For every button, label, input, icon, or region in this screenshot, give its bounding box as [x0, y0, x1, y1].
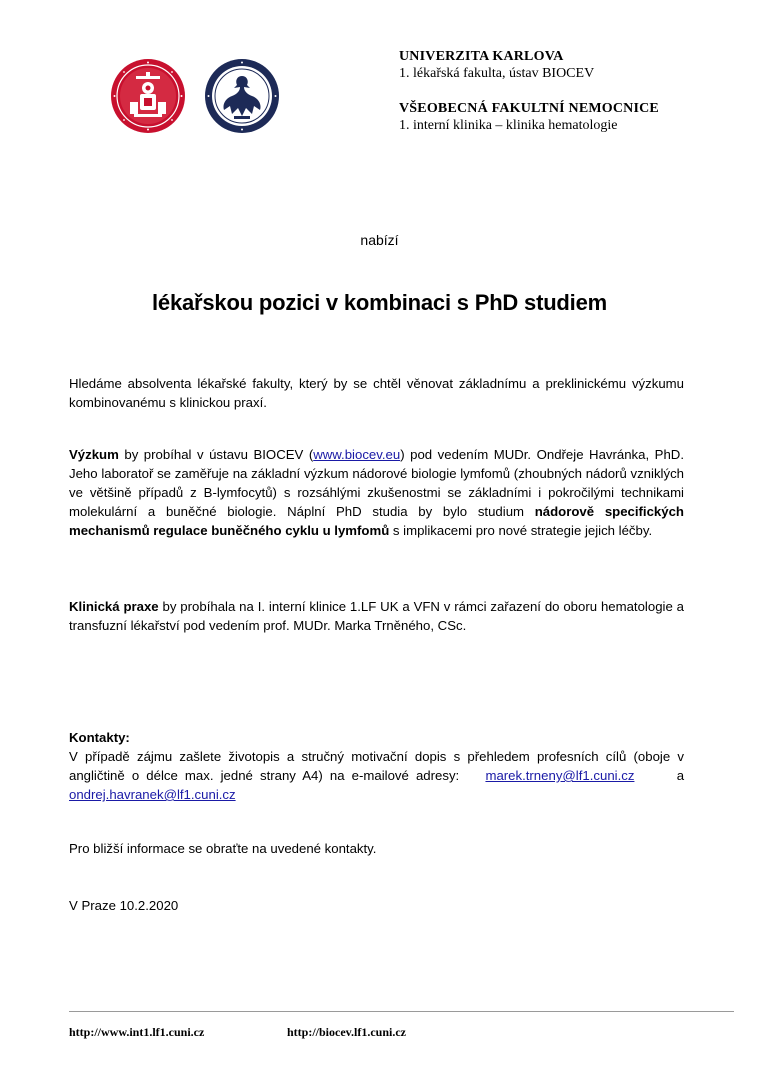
contacts-label: Kontakty: — [69, 730, 130, 745]
university-name: UNIVERZITA KARLOVA — [399, 49, 564, 64]
university-block — [399, 48, 594, 82]
email-link-trneny[interactable]: marek.trneny@lf1.cuni.cz — [485, 768, 635, 783]
footer-divider — [69, 1011, 734, 1012]
research-text-3: s implikacemi pro nové strategie jejich léčby. — [389, 523, 653, 538]
offers-text: nabízí — [360, 232, 399, 248]
page-title: lékařskou pozici v kombinaci s PhD studiem — [152, 290, 607, 315]
hospital-name: VŠEOBECNÁ FAKULTNÍ NEMOCNICE — [399, 101, 659, 116]
research-paragraph — [69, 445, 684, 540]
research-text-2: ) pod vedením MUDr. Ondřeje Havránka, PhD. Jeho laboratoř se zaměřuje na základní výzkum nádorové biologie lymfomů (zhoubných nádorů vzniklých ve většině případů z B-lymfocytů) s rozsáhlými zkušenostmi se základními i pokročilými technikami molekulární a buněčné biologie. Náplní PhD studia by bylo studium — [69, 447, 684, 519]
charles-university-seal-icon — [110, 58, 186, 134]
intro-paragraph: Hledáme absolventa lékařské fakulty, který by se chtěl věnovat základnímu a preklinickému výzkumu kombinovanému s klinickou praxí. — [69, 376, 684, 410]
clinical-paragraph — [69, 597, 684, 635]
contacts-and: a — [676, 768, 685, 783]
hospital-block — [399, 100, 659, 134]
clinical-text: by probíhala na I. interní klinice 1.LF UK a VFN v rámci zařazení do oboru hematologie a transfuzní lékařství pod vedením prof. MUDr. Marka Trněného, CSc. — [69, 599, 684, 633]
date-text: V Praze 10.2.2020 — [69, 898, 179, 913]
contacts-section — [69, 728, 684, 804]
email-link-havranek[interactable]: ondrej.havranek@lf1.cuni.cz — [69, 787, 236, 802]
footer-link-int1[interactable]: http://www.int1.lf1.cuni.cz — [69, 1025, 205, 1039]
biocev-link[interactable]: www.biocev.eu — [313, 447, 401, 462]
clinical-label: Klinická praxe — [69, 599, 159, 614]
contacts-text: V případě zájmu zašlete životopis a stručný motivační dopis s přehledem profesních cílů (oboje v angličtině o délce max. jedné strany A4) na e-mailové adresy: — [69, 749, 684, 783]
footer-link-biocev[interactable]: http://biocev.lf1.cuni.cz — [287, 1025, 406, 1039]
university-unit: 1. lékařská fakulta, ústav BIOCEV — [399, 66, 595, 81]
hospital-unit: 1. interní klinika – klinika hematologie — [399, 118, 618, 133]
research-focus: nádorově specifických mechanismů regulace buněčného cyklu u lymfomů — [69, 504, 684, 538]
research-text-1: by probíhal v ústavu BIOCEV ( — [118, 447, 314, 462]
research-label: Výzkum — [69, 447, 119, 462]
info-text: Pro bližší informace se obraťte na uvedené kontakty. — [69, 841, 377, 856]
general-hospital-pelican-seal-icon — [204, 58, 280, 134]
